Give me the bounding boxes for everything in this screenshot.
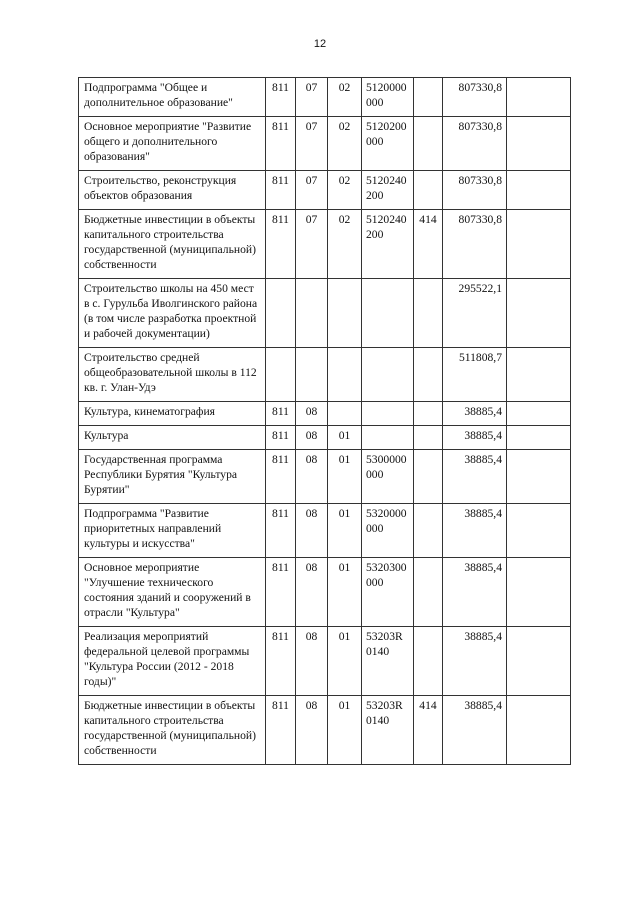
cell-target-article: [362, 402, 414, 426]
table-row: [79, 348, 571, 402]
cell-amount: 807330,8: [443, 78, 507, 117]
cell-target-article: [362, 279, 414, 348]
cell-amount: 511808,7: [443, 348, 507, 402]
cell-razdel: 08: [296, 696, 328, 765]
cell-target-article: [362, 348, 414, 402]
cell-name: Строительство, реконструкция объектов образования: [79, 171, 266, 210]
cell-razdel: 08: [296, 627, 328, 696]
cell-amount: 295522,1: [443, 279, 507, 348]
cell-amount: 38885,4: [443, 627, 507, 696]
cell-vedomstvo: 811: [266, 504, 296, 558]
cell-amount-2: [507, 171, 571, 210]
cell-razdel: 08: [296, 426, 328, 450]
cell-target-article: [362, 426, 414, 450]
cell-podrazdel: 01: [328, 450, 362, 504]
cell-expense-type: [414, 171, 443, 210]
cell-amount-2: [507, 558, 571, 627]
cell-vedomstvo: 811: [266, 171, 296, 210]
cell-target-article: 5320300 000: [362, 558, 414, 627]
cell-podrazdel: 02: [328, 78, 362, 117]
cell-amount-2: [507, 402, 571, 426]
table-row: [79, 696, 571, 765]
table-row: [79, 450, 571, 504]
table-row: [79, 504, 571, 558]
cell-vedomstvo: 811: [266, 78, 296, 117]
cell-expense-type: [414, 450, 443, 504]
table-row: [79, 78, 571, 117]
cell-expense-type: [414, 348, 443, 402]
table-row: [79, 279, 571, 348]
cell-amount: 807330,8: [443, 117, 507, 171]
cell-amount-2: [507, 504, 571, 558]
cell-expense-type: [414, 402, 443, 426]
cell-amount: 38885,4: [443, 504, 507, 558]
cell-amount-2: [507, 348, 571, 402]
page-number: 12: [313, 38, 327, 50]
cell-vedomstvo: [266, 348, 296, 402]
cell-name: Культура: [79, 426, 266, 450]
cell-expense-type: [414, 627, 443, 696]
cell-amount-2: [507, 279, 571, 348]
cell-name: Основное мероприятие "Развитие общего и дополнительного образования": [79, 117, 266, 171]
cell-vedomstvo: 811: [266, 210, 296, 279]
cell-razdel: 07: [296, 210, 328, 279]
cell-expense-type: [414, 78, 443, 117]
cell-target-article: 5320000 000: [362, 504, 414, 558]
cell-amount-2: [507, 78, 571, 117]
cell-name: Бюджетные инвестиции в объекты капитального строительства государственной (муниципальной) собственности: [79, 696, 266, 765]
cell-amount: 38885,4: [443, 558, 507, 627]
cell-podrazdel: [328, 402, 362, 426]
cell-expense-type: [414, 558, 443, 627]
cell-podrazdel: 02: [328, 210, 362, 279]
cell-razdel: 07: [296, 78, 328, 117]
cell-amount: 38885,4: [443, 426, 507, 450]
cell-amount-2: [507, 117, 571, 171]
cell-name: Строительство школы на 450 мест в с. Гурульба Иволгинского района (в том числе разработка проектной и рабочей документации): [79, 279, 266, 348]
cell-amount-2: [507, 210, 571, 279]
cell-vedomstvo: 811: [266, 402, 296, 426]
cell-target-article: 5120240 200: [362, 210, 414, 279]
table-row: [79, 426, 571, 450]
table-row: [79, 171, 571, 210]
table-body: [79, 78, 571, 765]
cell-amount-2: [507, 450, 571, 504]
cell-expense-type: [414, 504, 443, 558]
cell-amount-2: [507, 426, 571, 450]
cell-name: Строительство средней общеобразовательной школы в 112 кв. г. Улан-Удэ: [79, 348, 266, 402]
cell-razdel: 08: [296, 402, 328, 426]
table-row: [79, 402, 571, 426]
cell-expense-type: [414, 279, 443, 348]
cell-vedomstvo: [266, 279, 296, 348]
cell-expense-type: 414: [414, 210, 443, 279]
cell-podrazdel: [328, 348, 362, 402]
cell-expense-type: [414, 117, 443, 171]
cell-name: Культура, кинематография: [79, 402, 266, 426]
cell-podrazdel: [328, 279, 362, 348]
cell-name: Бюджетные инвестиции в объекты капитального строительства государственной (муниципальной) собственности: [79, 210, 266, 279]
cell-target-article: 5120240 200: [362, 171, 414, 210]
cell-target-article: 53203R 0140: [362, 627, 414, 696]
cell-expense-type: 414: [414, 696, 443, 765]
cell-podrazdel: 02: [328, 171, 362, 210]
table-row: [79, 558, 571, 627]
cell-vedomstvo: 811: [266, 117, 296, 171]
cell-name: Основное мероприятие "Улучшение технического состояния зданий и сооружений в отрасли "Культура": [79, 558, 266, 627]
cell-razdel: [296, 348, 328, 402]
table-row: [79, 117, 571, 171]
cell-name: Подпрограмма "Развитие приоритетных направлений культуры и искусства": [79, 504, 266, 558]
table-row: [79, 210, 571, 279]
cell-target-article: 5120200 000: [362, 117, 414, 171]
cell-amount: 38885,4: [443, 696, 507, 765]
cell-amount: 38885,4: [443, 402, 507, 426]
cell-name: Реализация мероприятий федеральной целевой программы "Культура России (2012 - 2018 годы)": [79, 627, 266, 696]
cell-amount-2: [507, 696, 571, 765]
cell-razdel: [296, 279, 328, 348]
cell-razdel: 08: [296, 504, 328, 558]
cell-target-article: 5120000 000: [362, 78, 414, 117]
cell-podrazdel: 01: [328, 696, 362, 765]
cell-amount: 807330,8: [443, 171, 507, 210]
budget-table: [78, 77, 571, 765]
cell-razdel: 07: [296, 117, 328, 171]
cell-razdel: 07: [296, 171, 328, 210]
cell-amount: 38885,4: [443, 450, 507, 504]
cell-vedomstvo: 811: [266, 627, 296, 696]
cell-vedomstvo: 811: [266, 450, 296, 504]
cell-podrazdel: 02: [328, 117, 362, 171]
cell-podrazdel: 01: [328, 426, 362, 450]
cell-target-article: 53203R 0140: [362, 696, 414, 765]
cell-razdel: 08: [296, 450, 328, 504]
cell-name: Государственная программа Республики Бурятия "Культура Бурятии": [79, 450, 266, 504]
cell-vedomstvo: 811: [266, 558, 296, 627]
cell-razdel: 08: [296, 558, 328, 627]
cell-amount-2: [507, 627, 571, 696]
cell-name: Подпрограмма "Общее и дополнительное образование": [79, 78, 266, 117]
table-row: [79, 627, 571, 696]
cell-target-article: 5300000 000: [362, 450, 414, 504]
cell-amount: 807330,8: [443, 210, 507, 279]
cell-vedomstvo: 811: [266, 426, 296, 450]
cell-podrazdel: 01: [328, 627, 362, 696]
cell-podrazdel: 01: [328, 558, 362, 627]
cell-vedomstvo: 811: [266, 696, 296, 765]
cell-podrazdel: 01: [328, 504, 362, 558]
cell-expense-type: [414, 426, 443, 450]
